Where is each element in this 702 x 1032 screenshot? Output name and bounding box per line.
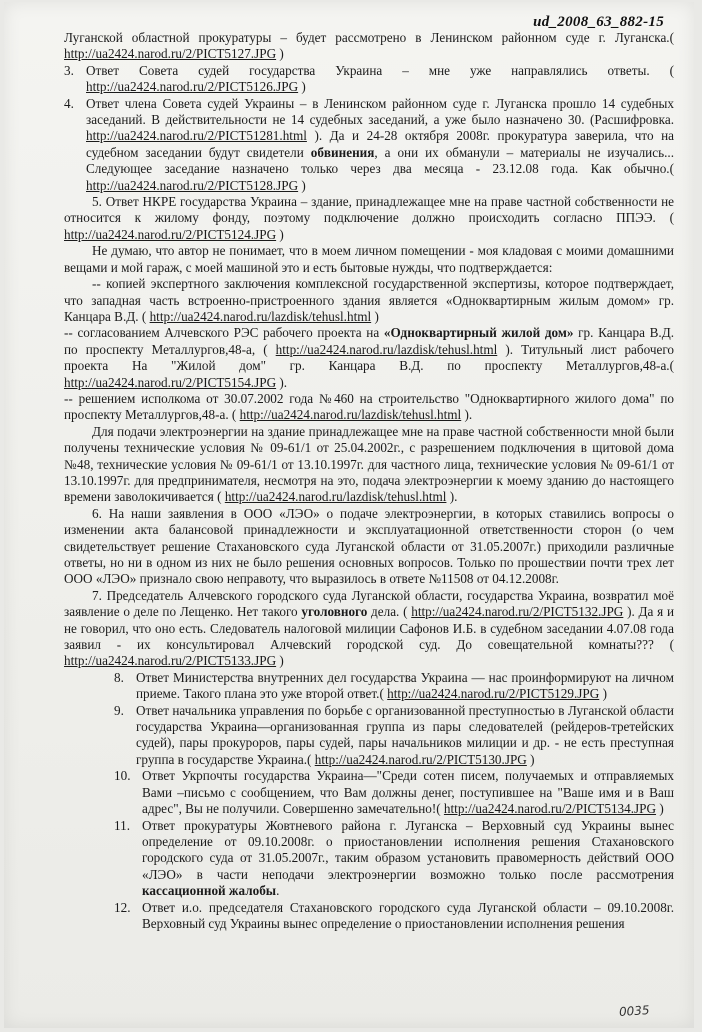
- list-item-11: 11. Ответ прокуратуры Жовтневого района г. Луганска – Верховный суд Украины вынес определение от 09.10.2008г. о приостановлении исполнения решения Стахановского городского суда от 31.05.2007г., таким образом установить правомерность действий ООО «ЛЭО» в части неподачи электроэнергии возможно только после рассмотрения кассационной жалобы.: [114, 817, 674, 899]
- photo-link[interactable]: http://ua2424.narod.ru/2/PICT5128.JPG: [86, 177, 299, 193]
- list-item-5: 5. Ответ НКРЕ государства Украина – здание, принадлежащее мне на праве частной собственности не относится к жилому фонду, поэтому подключение должно происходить согласно ППЭЭ. ( http://ua2424.narod.ru/2/PICT5124.JPG ): [64, 194, 674, 242]
- page-link[interactable]: http://ua2424.narod.ru/lazdisk/tehusl.html: [149, 308, 372, 324]
- list-item-8: 8. Ответ Министерства внутренних дел государства Украина — нас проинформируют на личном приеме. Такого плана это уже второй ответ.( http://ua2424.narod.ru/2/PICT5129.JPG ): [114, 669, 674, 702]
- document-body: [64, 30, 674, 932]
- evidence-item-1: -- копией экспертного заключения комплексной государственной экспертизы, которое подтверждает, что западная часть встроенно-пристроенного здания является «Одноквартирным жилым домом» гр. Канцара В.Д. ( http://ua2424.narod.ru/lazdisk/tehusl.html ): [64, 276, 674, 324]
- list-item-10: 10. Ответ Укрпочты государства Украина—"Среди сотен писем, получаемых и отправляемых Вами –письмо с сообщением, что Вам должны денег, поступившее на "Ваше имя и в Ваш адрес", Вы не получили. Совершенно замечательно!( http://ua2424.narod.ru/2/PICT5134.JPG ): [114, 768, 674, 817]
- page-stamp: 0035: [619, 1002, 651, 1020]
- photo-link[interactable]: http://ua2424.narod.ru/2/PICT5133.JPG: [64, 653, 277, 669]
- page-link[interactable]: http://ua2424.narod.ru/lazdisk/tehusl.html: [224, 489, 447, 505]
- photo-link[interactable]: http://ua2424.narod.ru/2/PICT5134.JPG: [443, 801, 657, 817]
- list-item-7: 7. Председатель Алчевского городского суда Луганской области, государства Украина, возвратил моё заявление о деле по Лещенко. Нет такого уголовного дела. ( http://ua2424.narod.ru/2/PICT5132.JPG ). Да я и не говорил, что оно есть. Следователь налоговой милиции Сафонов И.Б. в судебном заседании 4.07.08 года заявил - их консультировал Алчевский городской суд. До совещательной комнаты??? ( http://ua2424.narod.ru/2/PICT5133.JPG ): [64, 587, 674, 669]
- evidence-item-3: -- решением исполкома от 30.07.2002 года №460 на строительство "Одноквартирного жилого дома" по проспекту Металлургов,48-а. ( http://ua2424.narod.ru/lazdisk/tehusl.html ).: [64, 390, 674, 423]
- photo-link[interactable]: http://ua2424.narod.ru/2/PICT5127.JPG: [64, 46, 277, 62]
- page-link[interactable]: http://ua2424.narod.ru/lazdisk/tehusl.html: [275, 341, 498, 357]
- list-item-9: 9. Ответ начальника управления по борьбе с организованной преступностью в Луганской области государства Украина—организованная группа из пары следователей (рейдеров-третейских судей), пары прокуроров, пары судей, пары начальников милиции и др. - не есть преступная группа в государстве Украина.( http://ua2424.narod.ru/2/PICT5130.JPG ): [114, 702, 674, 767]
- photo-link[interactable]: http://ua2424.narod.ru/2/PICT5130.JPG: [314, 751, 527, 767]
- paragraph-tech-conditions: Для подачи электроэнергии на здание принадлежащее мне на праве частной собственности мной были получены технические условия № 09-61/1 от 25.04.2002г., с разрешением подключения в щитовой дома №48, технические условия № 09-61/1 от 13.10.1997г. для частного лица, технические условия № 09-61/1 от 13.10.1997г. для предпринимателя, несмотря на это, подача электроэнергии к моему зданию до настоящего времени заволокичивается ( http://ua2424.narod.ru/lazdisk/tehusl.html ).: [64, 423, 674, 505]
- page-link[interactable]: http://ua2424.narod.ru/lazdisk/tehusl.html: [239, 407, 462, 423]
- photo-link[interactable]: http://ua2424.narod.ru/2/PICT5126.JPG: [86, 79, 299, 95]
- photo-link[interactable]: http://ua2424.narod.ru/2/PICT5154.JPG: [64, 374, 277, 390]
- list-item-6: 6. На наши заявления в ООО «ЛЭО» о подаче электроэнергии, в которых ставились вопросы о изменении акта балансовой принадлежности и эксплуатационной ответственности сторон (о чем свидетельствует решение Стахановского суда Луганской области от 31.05.2007г.) приходили различные ответы, но ни в одном из них не было решения основных вопросов. Только по прошествии почти трех лет ООО «ЛЭО» признало свою неправоту, что выразилось в ответе №11508 от 04.12.2008г.: [64, 505, 674, 587]
- document-page: [4, 2, 694, 1028]
- list-item-12: 12. Ответ и.о. председателя Стахановского городского суда Луганской области – 09.10.2008г. Верховный суд Украины вынес определение о приостановлении исполнения решения: [114, 899, 674, 931]
- photo-link[interactable]: http://ua2424.narod.ru/2/PICT5124.JPG: [64, 226, 277, 242]
- list-item-3: 3. Ответ Совета судей государства Украина – мне уже направлялись ответы. ( http://ua2424.narod.ru/2/PICT5126.JPG ): [64, 62, 674, 95]
- paragraph-continuation: Луганской областной прокуратуры – будет рассмотрено в Ленинском районном суде г. Луганска.( http://ua2424.narod.ru/2/PICT5127.JPG ): [64, 30, 674, 62]
- page-link[interactable]: http://ua2424.narod.ru/2/PICT51281.html: [86, 128, 307, 144]
- evidence-item-2: -- согласованием Алчевского РЭС рабочего проекта на «Одноквартирный жилой дом» гр. Канцара В.Д. по проспекту Металлургов,48-а, ( http://ua2424.narod.ru/lazdisk/tehusl.html ). Титульный лист рабочего проекта На "Жилой дом" гр. Канцара В.Д. по проспекту Металлургов,48-а.( http://ua2424.narod.ru/2/PICT5154.JPG ).: [64, 325, 675, 390]
- photo-link[interactable]: http://ua2424.narod.ru/2/PICT5129.JPG: [387, 686, 600, 702]
- paragraph-argument: Не думаю, что автор не понимает, что в моем личном помещении - моя кладовая с моими домашними вещами и мой гараж, с моей машиной это и есть бытовые нужды, что подтверждается:: [64, 243, 674, 275]
- list-item-4: 4. Ответ члена Совета судей Украины – в Ленинском районном суде г. Луганска прошло 14 судебных заседаний. В действительности не 14 судебных заседаний, а уже было назначено 30. (Расшифровка. http://ua2424.narod.ru/2/PICT51281.html ). Да и 24-28 октября 2008г. прокуратура заверила, что на судебном заседании будут свидетели обвинения, а они их обманули – материалы не изучались... Следующее заседание назначено только через два месяца - 23.12.08 года. Как обычно.( http://ua2424.narod.ru/2/PICT5128.JPG ): [64, 95, 675, 193]
- photo-link[interactable]: http://ua2424.narod.ru/2/PICT5132.JPG: [411, 604, 624, 620]
- document-id-header: ud_2008_63_882-15: [533, 14, 664, 30]
